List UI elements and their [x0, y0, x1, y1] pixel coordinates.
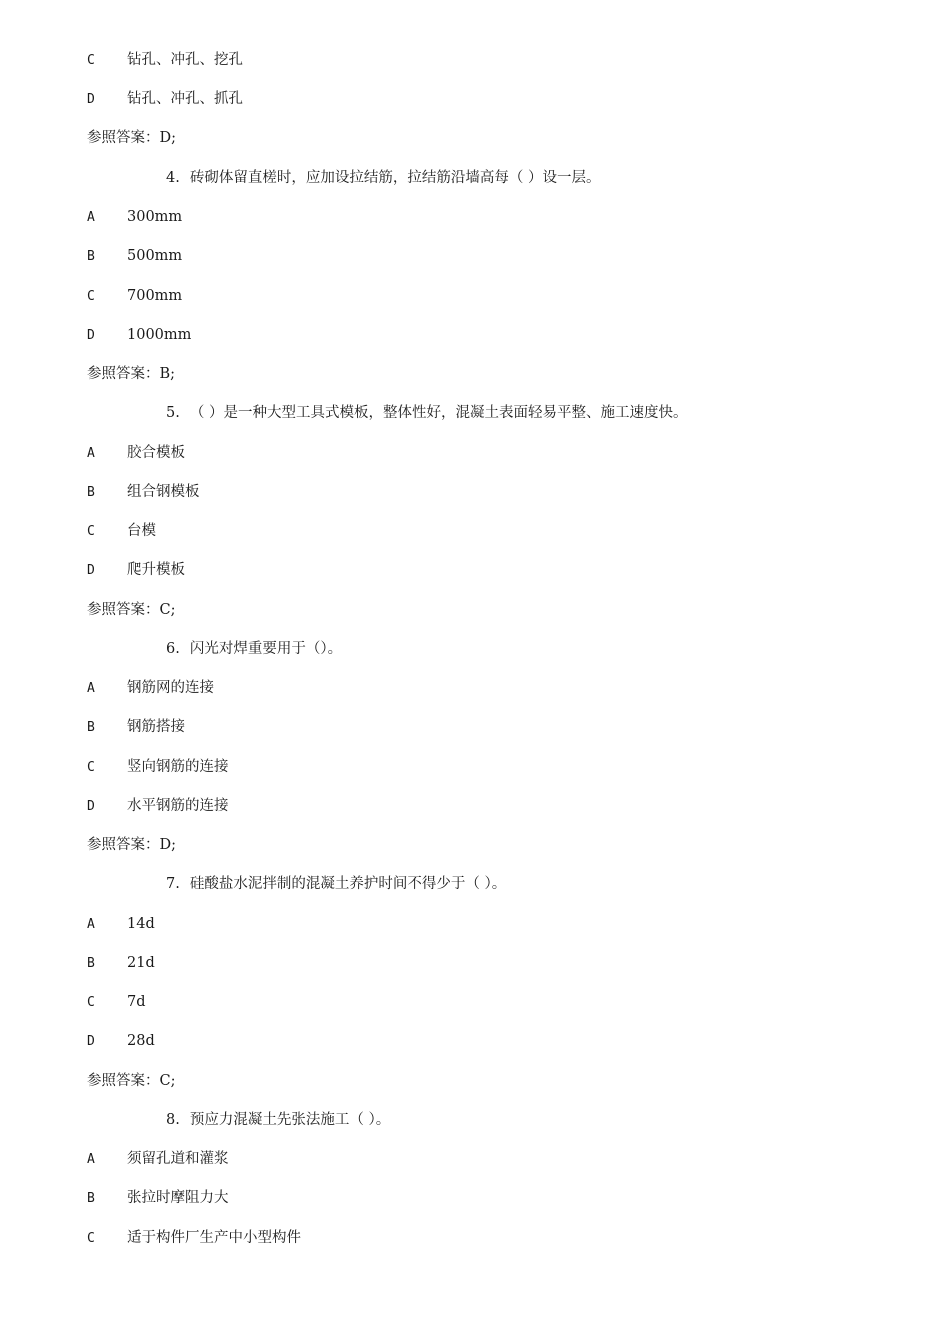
question-text: 砖砌体留直槎时，应加设拉结筋，拉结筋沿墙高每（ ）设一层。	[189, 170, 601, 186]
question-line	[166, 166, 600, 190]
option-text: 张拉时摩阻力大	[127, 1190, 229, 1206]
option-line	[87, 912, 155, 936]
question-line	[166, 872, 506, 896]
question-text: 硅酸盐水泥拌制的混凝土养护时间不得少于（ ）。	[189, 876, 507, 892]
question-number: 7.	[166, 876, 180, 892]
answer-line: 参照答案：D;	[87, 130, 177, 146]
question-text: 预应力混凝土先张法施工（ ）。	[189, 1112, 391, 1128]
option-text: 竖向钢筋的连接	[127, 759, 229, 775]
option-letter: C	[87, 995, 95, 1010]
option-text: 钢筋搭接	[127, 719, 185, 735]
option-letter: D	[87, 1034, 95, 1049]
option-text: 水平钢筋的连接	[127, 798, 229, 814]
option-letter: D	[87, 92, 95, 107]
option-letter: D	[87, 328, 95, 343]
question-text: 闪光对焊重要用于（）。	[189, 641, 343, 657]
option-line	[87, 205, 182, 229]
option-letter: C	[87, 524, 95, 539]
option-line	[87, 519, 156, 543]
question-line	[166, 401, 687, 425]
question-number: 6.	[166, 641, 180, 657]
option-letter: A	[87, 917, 95, 932]
answer-line: 参照答案：C;	[87, 602, 176, 618]
question-number: 5.	[166, 405, 180, 421]
option-text: 500mm	[127, 248, 183, 264]
option-letter: A	[87, 446, 95, 461]
option-text: 钻孔、冲孔、抓孔	[127, 91, 243, 107]
option-letter: A	[87, 681, 95, 696]
option-letter: C	[87, 760, 95, 775]
option-letter: B	[87, 485, 95, 500]
option-text: 爬升模板	[127, 562, 185, 578]
option-letter: D	[87, 799, 95, 814]
option-letter: A	[87, 210, 95, 225]
option-text: 须留孔道和灌浆	[127, 1151, 229, 1167]
option-line	[87, 441, 185, 465]
option-letter: C	[87, 289, 95, 304]
option-text: 台模	[127, 523, 156, 539]
option-text: 300mm	[127, 209, 183, 225]
answer-line: 参照答案：B;	[87, 366, 176, 382]
question-number: 4.	[166, 170, 180, 186]
answer-line: 参照答案：C;	[87, 1073, 176, 1089]
option-text: 1000mm	[127, 327, 192, 343]
option-line	[87, 284, 182, 308]
option-line	[87, 676, 214, 700]
option-letter: C	[87, 53, 95, 68]
option-text: 21d	[127, 955, 155, 971]
option-letter: A	[87, 1152, 95, 1167]
option-line	[87, 794, 229, 818]
option-line	[87, 715, 185, 739]
option-line	[87, 323, 191, 347]
option-line	[87, 480, 200, 504]
option-text: 7d	[127, 994, 146, 1010]
option-line	[87, 87, 243, 111]
option-letter: B	[87, 249, 95, 264]
option-letter: C	[87, 1231, 95, 1246]
option-line	[87, 1029, 155, 1053]
option-text: 14d	[127, 916, 155, 932]
option-line	[87, 755, 229, 779]
option-text: 胶合模板	[127, 445, 185, 461]
option-line	[87, 1226, 301, 1250]
option-line	[87, 1186, 229, 1210]
option-text: 组合钢模板	[127, 484, 200, 500]
question-number: 8.	[166, 1112, 180, 1128]
option-line	[87, 951, 155, 975]
option-text: 钻孔、冲孔、挖孔	[127, 52, 243, 68]
option-line	[87, 48, 243, 72]
option-text: 28d	[127, 1033, 155, 1049]
option-letter: B	[87, 720, 95, 735]
option-line	[87, 990, 146, 1014]
question-line	[166, 1108, 390, 1132]
question-line	[166, 637, 342, 661]
question-text: （ ）是一种大型工具式模板，整体性好，混凝土表面轻易平整、施工速度快。	[189, 405, 688, 421]
option-letter: B	[87, 956, 95, 971]
option-letter: D	[87, 563, 95, 578]
option-line	[87, 244, 182, 268]
answer-line: 参照答案：D;	[87, 837, 177, 853]
option-line	[87, 558, 185, 582]
option-line	[87, 1147, 229, 1171]
option-text: 钢筋网的连接	[127, 680, 214, 696]
option-text: 700mm	[127, 288, 183, 304]
option-letter: B	[87, 1191, 95, 1206]
option-text: 适于构件厂生产中小型构件	[127, 1230, 301, 1246]
